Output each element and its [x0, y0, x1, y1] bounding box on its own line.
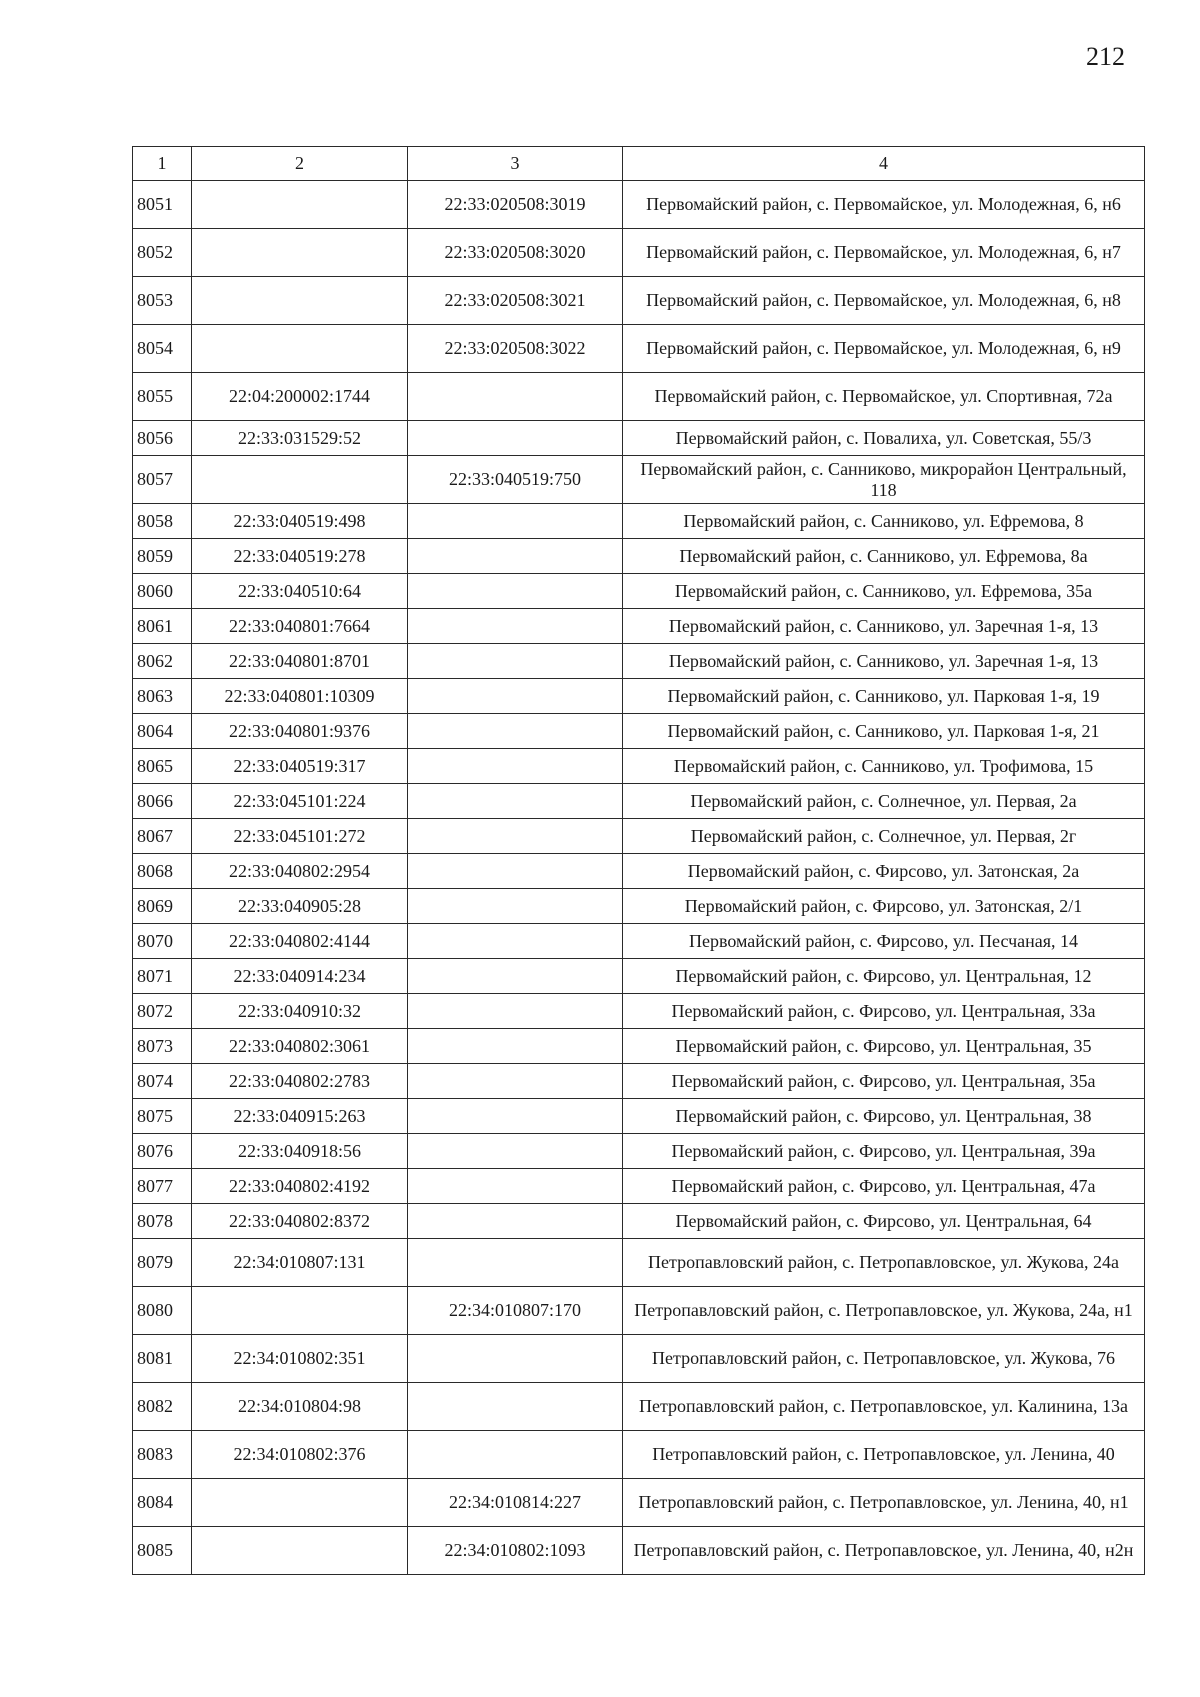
- address: Первомайский район, с. Солнечное, ул. Первая, 2г: [623, 819, 1145, 854]
- table-row: [133, 1479, 1145, 1527]
- cadastral-number-col2: 22:33:040510:64: [192, 574, 408, 609]
- row-number: 8065: [133, 749, 192, 784]
- address: Первомайский район, с. Первомайское, ул. Спортивная, 72а: [623, 373, 1145, 421]
- cadastral-number-col2: 22:33:040910:32: [192, 994, 408, 1029]
- cadastral-number-col3: [408, 1029, 623, 1064]
- cadastral-number-col3: [408, 1064, 623, 1099]
- table-row: [133, 749, 1145, 784]
- cadastral-number-col2: [192, 1479, 408, 1527]
- cadastral-number-col3: [408, 1134, 623, 1169]
- table-row: [133, 1383, 1145, 1431]
- cadastral-number-col3: [408, 1204, 623, 1239]
- table-row: [133, 784, 1145, 819]
- cadastral-number-col2: 22:33:045101:224: [192, 784, 408, 819]
- cadastral-number-col3: [408, 609, 623, 644]
- address: Первомайский район, с. Санниково, ул. Парковая 1-я, 21: [623, 714, 1145, 749]
- table-row: [133, 714, 1145, 749]
- table-row: [133, 1099, 1145, 1134]
- cadastral-number-col2: [192, 1287, 408, 1335]
- page-number: 212: [1086, 42, 1125, 71]
- cadastral-number-col3: [408, 421, 623, 456]
- cadastral-number-col3: [408, 1169, 623, 1204]
- row-number: 8052: [133, 229, 192, 277]
- row-number: 8057: [133, 456, 192, 504]
- cadastral-number-col2: 22:33:040802:4192: [192, 1169, 408, 1204]
- cadastral-number-col3: [408, 819, 623, 854]
- table-row: [133, 1064, 1145, 1099]
- address: Первомайский район, с. Фирсово, ул. Центральная, 33а: [623, 994, 1145, 1029]
- address: Первомайский район, с. Санниково, ул. Ефремова, 35а: [623, 574, 1145, 609]
- cadastral-number-col2: 22:04:200002:1744: [192, 373, 408, 421]
- row-number: 8083: [133, 1431, 192, 1479]
- table-row: [133, 889, 1145, 924]
- cadastral-number-col2: [192, 181, 408, 229]
- address: Первомайский район, с. Санниково, ул. Заречная 1-я, 13: [623, 609, 1145, 644]
- cadastral-number-col2: 22:33:040905:28: [192, 889, 408, 924]
- row-number: 8085: [133, 1527, 192, 1575]
- address: Петропавловский район, с. Петропавловское, ул. Жукова, 24а, н1: [623, 1287, 1145, 1335]
- cadastral-number-col3: [408, 889, 623, 924]
- row-number: 8058: [133, 504, 192, 539]
- table-row: [133, 994, 1145, 1029]
- table-row: [133, 456, 1145, 504]
- table-row: [133, 539, 1145, 574]
- address: Первомайский район, с. Повалиха, ул. Советская, 55/3: [623, 421, 1145, 456]
- cadastral-number-col3: 22:33:020508:3022: [408, 325, 623, 373]
- table-row: [133, 1134, 1145, 1169]
- cadastral-number-col2: 22:33:040802:4144: [192, 924, 408, 959]
- cadastral-number-col3: [408, 1239, 623, 1287]
- cadastral-number-col2: 22:33:040801:10309: [192, 679, 408, 714]
- cadastral-number-col3: [408, 1383, 623, 1431]
- cadastral-number-col2: 22:33:040918:56: [192, 1134, 408, 1169]
- cadastral-number-col2: [192, 1527, 408, 1575]
- table-row: [133, 181, 1145, 229]
- row-number: 8081: [133, 1335, 192, 1383]
- row-number: 8079: [133, 1239, 192, 1287]
- cadastral-number-col3: [408, 679, 623, 714]
- address: Первомайский район, с. Санниково, ул. Парковая 1-я, 19: [623, 679, 1145, 714]
- cadastral-number-col3: [408, 1335, 623, 1383]
- table-row: [133, 1204, 1145, 1239]
- table-row: [133, 1335, 1145, 1383]
- cadastral-number-col3: [408, 714, 623, 749]
- address: Первомайский район, с. Фирсово, ул. Центральная, 39а: [623, 1134, 1145, 1169]
- row-number: 8074: [133, 1064, 192, 1099]
- cadastral-number-col2: 22:33:040801:8701: [192, 644, 408, 679]
- cadastral-number-col3: [408, 1099, 623, 1134]
- cadastral-number-col3: [408, 924, 623, 959]
- cadastral-number-col2: 22:33:040801:7664: [192, 609, 408, 644]
- row-number: 8054: [133, 325, 192, 373]
- cadastral-number-col3: 22:33:020508:3019: [408, 181, 623, 229]
- row-number: 8073: [133, 1029, 192, 1064]
- table-row: [133, 1239, 1145, 1287]
- cadastral-number-col2: 22:33:040802:3061: [192, 1029, 408, 1064]
- column-header-4: 4: [623, 147, 1145, 181]
- table-row: [133, 1527, 1145, 1575]
- column-header-3: 3: [408, 147, 623, 181]
- cadastral-number-col2: 22:33:040519:278: [192, 539, 408, 574]
- cadastral-number-col3: [408, 539, 623, 574]
- cadastral-number-col3: 22:34:010814:227: [408, 1479, 623, 1527]
- row-number: 8059: [133, 539, 192, 574]
- address: Первомайский район, с. Фирсово, ул. Центральная, 64: [623, 1204, 1145, 1239]
- cadastral-number-col3: 22:34:010802:1093: [408, 1527, 623, 1575]
- table-row: [133, 1029, 1145, 1064]
- table-row: [133, 819, 1145, 854]
- row-number: 8072: [133, 994, 192, 1029]
- address: Первомайский район, с. Фирсово, ул. Центральная, 47а: [623, 1169, 1145, 1204]
- table-row: [133, 504, 1145, 539]
- cadastral-number-col3: [408, 959, 623, 994]
- table-row: [133, 679, 1145, 714]
- address: Первомайский район, с. Солнечное, ул. Первая, 2а: [623, 784, 1145, 819]
- address: Первомайский район, с. Фирсово, ул. Затонская, 2а: [623, 854, 1145, 889]
- table-row: [133, 229, 1145, 277]
- row-number: 8077: [133, 1169, 192, 1204]
- row-number: 8055: [133, 373, 192, 421]
- row-number: 8070: [133, 924, 192, 959]
- header-row: [133, 147, 1145, 181]
- cadastral-number-col2: [192, 325, 408, 373]
- table-row: [133, 325, 1145, 373]
- address: Петропавловский район, с. Петропавловское, ул. Калинина, 13а: [623, 1383, 1145, 1431]
- address: Первомайский район, с. Фирсово, ул. Песчаная, 14: [623, 924, 1145, 959]
- address: Первомайский район, с. Фирсово, ул. Центральная, 35а: [623, 1064, 1145, 1099]
- table-row: [133, 373, 1145, 421]
- row-number: 8084: [133, 1479, 192, 1527]
- column-header-1: 1: [133, 147, 192, 181]
- table-row: [133, 854, 1145, 889]
- row-number: 8063: [133, 679, 192, 714]
- address: Первомайский район, с. Первомайское, ул. Молодежная, 6, н6: [623, 181, 1145, 229]
- row-number: 8078: [133, 1204, 192, 1239]
- address: Первомайский район, с. Санниково, ул. Трофимова, 15: [623, 749, 1145, 784]
- address: Первомайский район, с. Санниково, ул. Заречная 1-я, 13: [623, 644, 1145, 679]
- cadastral-number-col2: 22:33:040915:263: [192, 1099, 408, 1134]
- cadastral-number-col2: [192, 229, 408, 277]
- table-row: [133, 1431, 1145, 1479]
- address: Первомайский район, с. Фирсово, ул. Центральная, 12: [623, 959, 1145, 994]
- table-row: [133, 959, 1145, 994]
- cadastral-number-col2: [192, 456, 408, 504]
- table-row: [133, 1287, 1145, 1335]
- row-number: 8082: [133, 1383, 192, 1431]
- table-row: [133, 609, 1145, 644]
- cadastral-number-col3: [408, 574, 623, 609]
- cadastral-number-col3: [408, 1431, 623, 1479]
- cadastral-number-col2: 22:33:040519:317: [192, 749, 408, 784]
- cadastral-number-col2: 22:34:010802:351: [192, 1335, 408, 1383]
- row-number: 8075: [133, 1099, 192, 1134]
- cadastral-number-col3: [408, 504, 623, 539]
- cadastral-number-col3: [408, 994, 623, 1029]
- cadastral-number-col2: 22:33:040802:8372: [192, 1204, 408, 1239]
- address: Первомайский район, с. Первомайское, ул. Молодежная, 6, н9: [623, 325, 1145, 373]
- address: Петропавловский район, с. Петропавловское, ул. Жукова, 76: [623, 1335, 1145, 1383]
- row-number: 8051: [133, 181, 192, 229]
- cadastral-number-col3: [408, 749, 623, 784]
- cadastral-number-col2: 22:33:040519:498: [192, 504, 408, 539]
- cadastral-number-col3: [408, 854, 623, 889]
- table-row: [133, 574, 1145, 609]
- cadastral-number-col2: 22:34:010804:98: [192, 1383, 408, 1431]
- cadastral-number-col2: 22:33:040801:9376: [192, 714, 408, 749]
- row-number: 8062: [133, 644, 192, 679]
- cadastral-number-col2: 22:33:040914:234: [192, 959, 408, 994]
- cadastral-number-col2: [192, 277, 408, 325]
- cadastral-number-col3: 22:33:020508:3020: [408, 229, 623, 277]
- address: Петропавловский район, с. Петропавловское, ул. Ленина, 40, н1: [623, 1479, 1145, 1527]
- row-number: 8069: [133, 889, 192, 924]
- table-row: [133, 644, 1145, 679]
- registry-table: [132, 146, 1145, 1575]
- cadastral-number-col3: 22:34:010807:170: [408, 1287, 623, 1335]
- address: Петропавловский район, с. Петропавловское, ул. Жукова, 24а: [623, 1239, 1145, 1287]
- address: Петропавловский район, с. Петропавловское, ул. Ленина, 40, н2н: [623, 1527, 1145, 1575]
- row-number: 8068: [133, 854, 192, 889]
- address: Первомайский район, с. Фирсово, ул. Центральная, 35: [623, 1029, 1145, 1064]
- row-number: 8066: [133, 784, 192, 819]
- column-header-2: 2: [192, 147, 408, 181]
- table-row: [133, 1169, 1145, 1204]
- row-number: 8056: [133, 421, 192, 456]
- address: Первомайский район, с. Фирсово, ул. Центральная, 38: [623, 1099, 1145, 1134]
- address: Первомайский район, с. Фирсово, ул. Затонская, 2/1: [623, 889, 1145, 924]
- cadastral-number-col2: 22:33:040802:2954: [192, 854, 408, 889]
- address: Первомайский район, с. Санниково, ул. Ефремова, 8а: [623, 539, 1145, 574]
- table-body: [133, 147, 1145, 1575]
- cadastral-number-col2: 22:33:045101:272: [192, 819, 408, 854]
- cadastral-number-col2: 22:34:010807:131: [192, 1239, 408, 1287]
- table-row: [133, 924, 1145, 959]
- address: Первомайский район, с. Первомайское, ул. Молодежная, 6, н7: [623, 229, 1145, 277]
- cadastral-number-col2: 22:33:031529:52: [192, 421, 408, 456]
- table-row: [133, 277, 1145, 325]
- row-number: 8060: [133, 574, 192, 609]
- cadastral-number-col3: [408, 784, 623, 819]
- address: Петропавловский район, с. Петропавловское, ул. Ленина, 40: [623, 1431, 1145, 1479]
- row-number: 8061: [133, 609, 192, 644]
- row-number: 8053: [133, 277, 192, 325]
- row-number: 8076: [133, 1134, 192, 1169]
- row-number: 8080: [133, 1287, 192, 1335]
- address: Первомайский район, с. Санниково, ул. Ефремова, 8: [623, 504, 1145, 539]
- cadastral-number-col2: 22:33:040802:2783: [192, 1064, 408, 1099]
- cadastral-number-col3: 22:33:020508:3021: [408, 277, 623, 325]
- cadastral-number-col3: [408, 373, 623, 421]
- table-row: [133, 421, 1145, 456]
- address: Первомайский район, с. Санниково, микрорайон Центральный, 118: [623, 456, 1145, 504]
- address: Первомайский район, с. Первомайское, ул. Молодежная, 6, н8: [623, 277, 1145, 325]
- cadastral-number-col3: 22:33:040519:750: [408, 456, 623, 504]
- cadastral-number-col2: 22:34:010802:376: [192, 1431, 408, 1479]
- row-number: 8071: [133, 959, 192, 994]
- row-number: 8067: [133, 819, 192, 854]
- row-number: 8064: [133, 714, 192, 749]
- cadastral-number-col3: [408, 644, 623, 679]
